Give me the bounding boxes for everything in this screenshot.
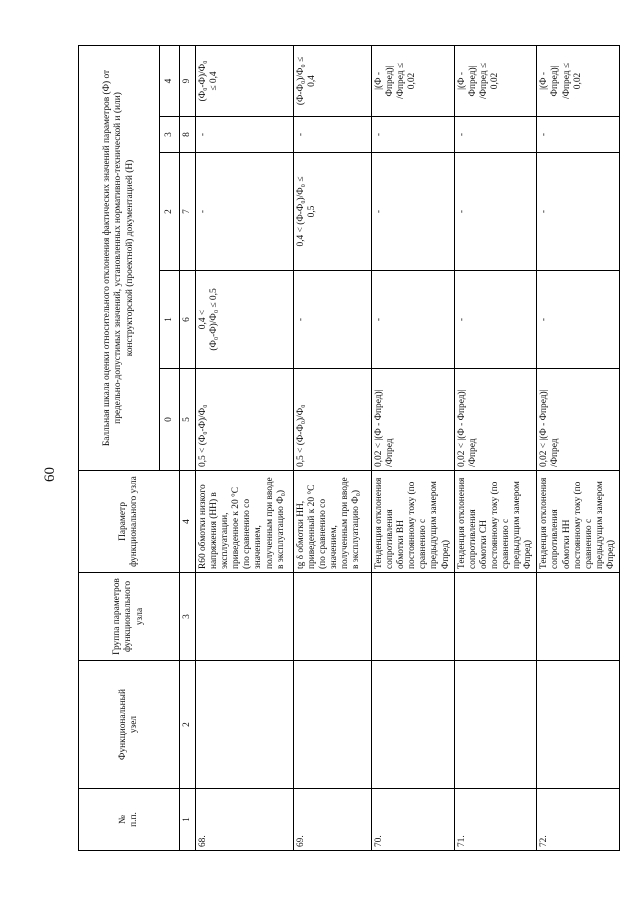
row-score-1: - (537, 271, 620, 369)
row-param: Тенденция отклонения сопротивления обмотки НН постоянному току (по сравнению с предыдущим замером Фпред) (537, 471, 620, 573)
row-unit (196, 661, 294, 789)
row-score-1: - (372, 271, 455, 369)
row-num: 68. (196, 789, 294, 851)
table-row (372, 45, 455, 850)
score-2: 2 (160, 153, 180, 271)
row-unit (294, 661, 372, 789)
row-score-4: (Ф₀-Ф)/Ф₀ ≤ 0,4 (196, 45, 294, 116)
row-score-0: 0,02 < |(Ф - Фпред)| /Фпред (372, 369, 455, 471)
row-score-2: - (454, 153, 537, 271)
row-param: tg δ обмотки НН, приведенный к 20 °С (по сравнению со значением, полученным при вводе в эксплуатацию Ф₀) (294, 471, 372, 573)
row-score-4: |(Ф - Фпред)| /Фпред ≤ 0,02 (537, 45, 620, 116)
colnum-8: 8 (180, 117, 196, 153)
row-score-2: - (372, 153, 455, 271)
colnum-4: 4 (180, 471, 196, 573)
row-score-3: - (294, 117, 372, 153)
row-score-0: 0,02 < |(Ф - Фпред)| /Фпред (454, 369, 537, 471)
score-3: 3 (160, 117, 180, 153)
row-group (294, 573, 372, 661)
row-score-3: - (372, 117, 455, 153)
colnum-7: 7 (180, 153, 196, 271)
row-score-3: - (196, 117, 294, 153)
table-row (454, 45, 537, 850)
score-4: 4 (160, 45, 180, 116)
row-group (537, 573, 620, 661)
header-scale-title: Балльная шкала оценки относительного отклонения фактических значений параметров (Ф) от предельно-допустимых значений, установленных нормативно-технической и (или) конструкторской (проектной) документацией (Н) (79, 45, 160, 470)
row-param: Тенденция отклонения сопротивления обмотки СН постоянному току (по сравнению с предыдущим замером Фпред) (454, 471, 537, 573)
colnum-3: 3 (180, 573, 196, 661)
row-unit (537, 661, 620, 789)
row-score-4: |(Ф - Фпред)| /Фпред ≤ 0,02 (454, 45, 537, 116)
row-score-4: (Ф-Ф₀)/Ф₀ ≤ 0,4 (294, 45, 372, 116)
row-score-3: - (454, 117, 537, 153)
row-unit (372, 661, 455, 789)
score-1: 1 (160, 271, 180, 369)
row-unit (454, 661, 537, 789)
row-score-1: - (454, 271, 537, 369)
row-group (454, 573, 537, 661)
page-number: 60 (41, 466, 58, 482)
row-score-4: |(Ф - Фпред)| /Фпред ≤ 0,02 (372, 45, 455, 116)
table-row (196, 45, 294, 850)
row-param: Тенденция отклонения сопротивления обмотки ВН постоянному току (по сравнению с предыдущим замером Фпред) (372, 471, 455, 573)
header-row (79, 45, 160, 850)
header-num: № п.п. (79, 789, 180, 851)
colnum-5: 5 (180, 369, 196, 471)
row-score-0: 0,5 < (Ф₀-Ф)/Ф₀ (196, 369, 294, 471)
table-row (294, 45, 372, 850)
table-row (537, 45, 620, 850)
score-0: 0 (160, 369, 180, 471)
row-num: 70. (372, 789, 455, 851)
row-score-0: 0,5 < (Ф-Ф₀)/Ф₀ (294, 369, 372, 471)
row-score-1: - (294, 271, 372, 369)
row-group (372, 573, 455, 661)
header-param: Параметр функционального узла (79, 471, 180, 573)
row-num: 69. (294, 789, 372, 851)
header-group: Группа параметров функционального узла (79, 573, 180, 661)
row-param: R60 обмотки низкого напряжения (НН) в эксплуатации, приведенное к 20 °С (по сравнению со значением, полученным при вводе в эксплуатацию Ф₀) (196, 471, 294, 573)
row-num: 72. (537, 789, 620, 851)
colnum-2: 2 (180, 661, 196, 789)
row-score-2: 0,4 < (Ф-Ф₀)/Ф₀ ≤ 0,5 (294, 153, 372, 271)
colnum-1: 1 (180, 789, 196, 851)
row-score-3: - (537, 117, 620, 153)
header-unit: Функциональный узел (79, 661, 180, 789)
column-number-row (180, 45, 196, 850)
row-score-0: 0,02 < |(Ф - Фпред)| /Фпред (537, 369, 620, 471)
colnum-9: 9 (180, 45, 196, 116)
row-score-2: - (537, 153, 620, 271)
row-group (196, 573, 294, 661)
row-num: 71. (454, 789, 537, 851)
score-table (78, 45, 620, 851)
row-score-2: - (196, 153, 294, 271)
rotated-table-container (78, 46, 616, 851)
row-score-1: 0,4 < (Ф₀-Ф)/Ф₀ ≤ 0,5 (196, 271, 294, 369)
colnum-6: 6 (180, 271, 196, 369)
